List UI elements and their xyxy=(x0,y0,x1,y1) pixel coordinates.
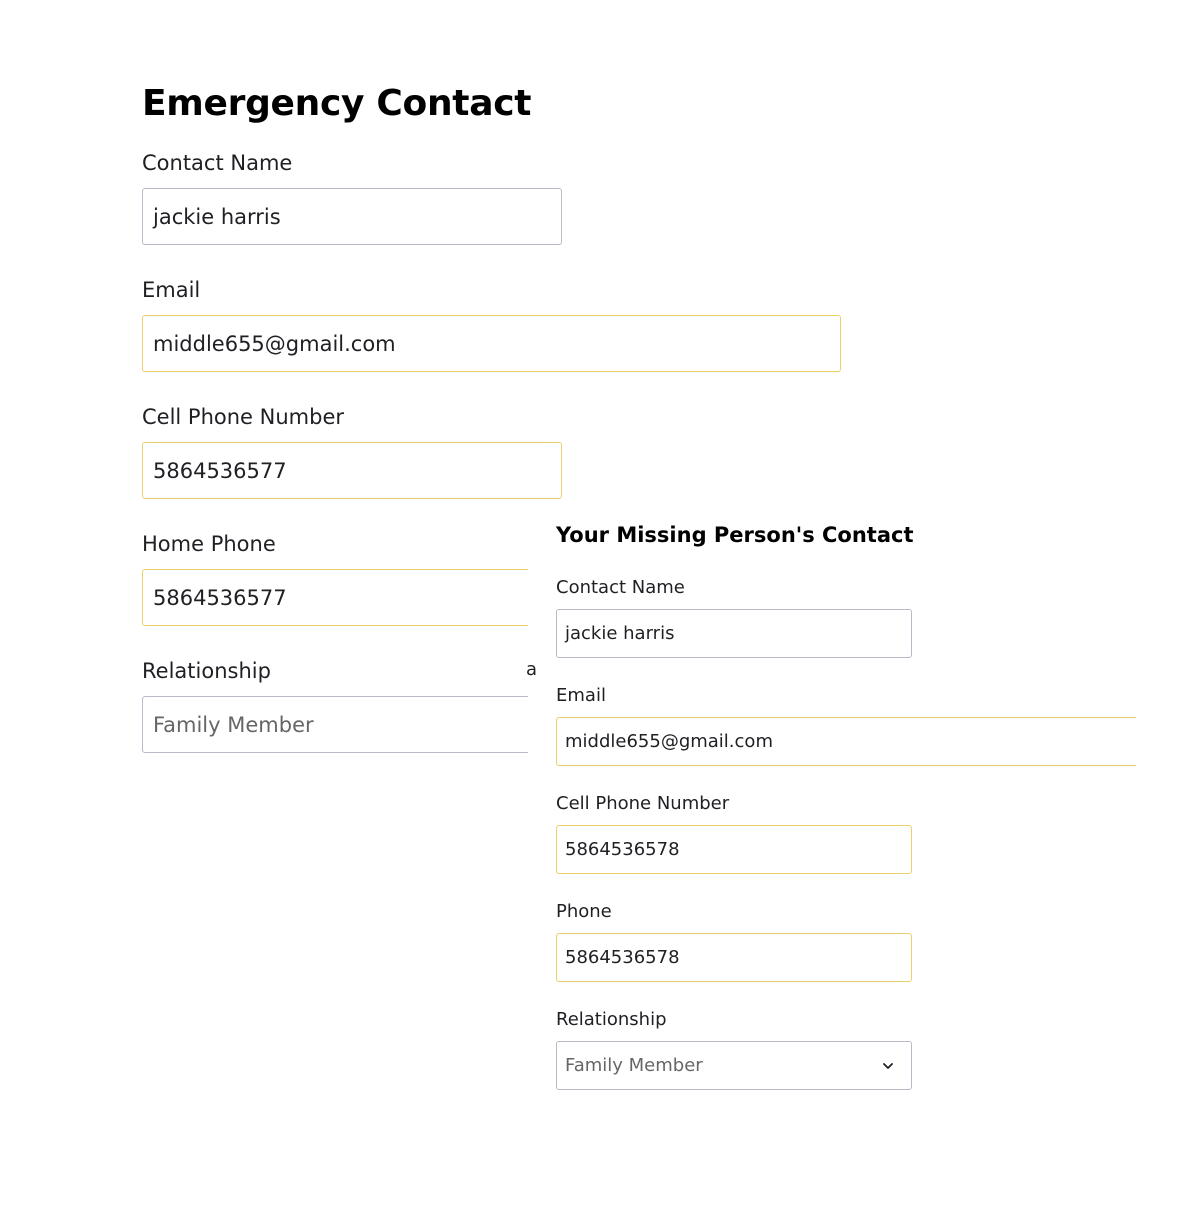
cell-phone-value: 5864536577 xyxy=(153,458,287,483)
page-title: Emergency Contact xyxy=(142,83,532,124)
mp-cell-phone-input[interactable] xyxy=(556,825,912,874)
chevron-down-icon[interactable] xyxy=(881,1059,895,1073)
email-label: Email xyxy=(142,278,201,302)
mp-relationship-select[interactable] xyxy=(556,1041,912,1090)
mp-email-label: Email xyxy=(556,685,606,706)
mp-phone-input[interactable] xyxy=(556,933,912,982)
home-phone-input[interactable] xyxy=(142,569,562,626)
mp-cell-phone-value: 5864536578 xyxy=(565,839,680,860)
mp-phone-label: Phone xyxy=(556,901,612,922)
section-title: Your Missing Person's Contact xyxy=(556,523,914,547)
mp-contact-name-value: jackie harris xyxy=(565,623,675,644)
missing-person-contact-form xyxy=(528,517,1192,1137)
mp-relationship-value: Family Member xyxy=(565,1055,703,1076)
contact-name-value: jackie harris xyxy=(153,204,281,229)
cell-phone-label: Cell Phone Number xyxy=(142,405,345,429)
stray-text: a xyxy=(526,659,538,680)
relationship-label: Relationship xyxy=(142,659,271,683)
mp-contact-name-label: Contact Name xyxy=(556,577,685,598)
contact-name-input[interactable] xyxy=(142,188,562,245)
mp-relationship-label: Relationship xyxy=(556,1009,667,1030)
contact-name-label: Contact Name xyxy=(142,151,293,175)
mp-email-value: middle655@gmail.com xyxy=(565,731,773,752)
cell-phone-input[interactable] xyxy=(142,442,562,499)
home-phone-label: Home Phone xyxy=(142,532,276,556)
mp-phone-value: 5864536578 xyxy=(565,947,680,968)
mp-contact-name-input[interactable] xyxy=(556,609,912,658)
mp-email-input[interactable] xyxy=(556,717,1136,766)
relationship-value: Family Member xyxy=(153,712,314,737)
mp-cell-phone-label: Cell Phone Number xyxy=(556,793,730,814)
relationship-select[interactable] xyxy=(142,696,562,753)
email-value: middle655@gmail.com xyxy=(153,331,396,356)
home-phone-value: 5864536577 xyxy=(153,585,287,610)
email-input[interactable] xyxy=(142,315,841,372)
